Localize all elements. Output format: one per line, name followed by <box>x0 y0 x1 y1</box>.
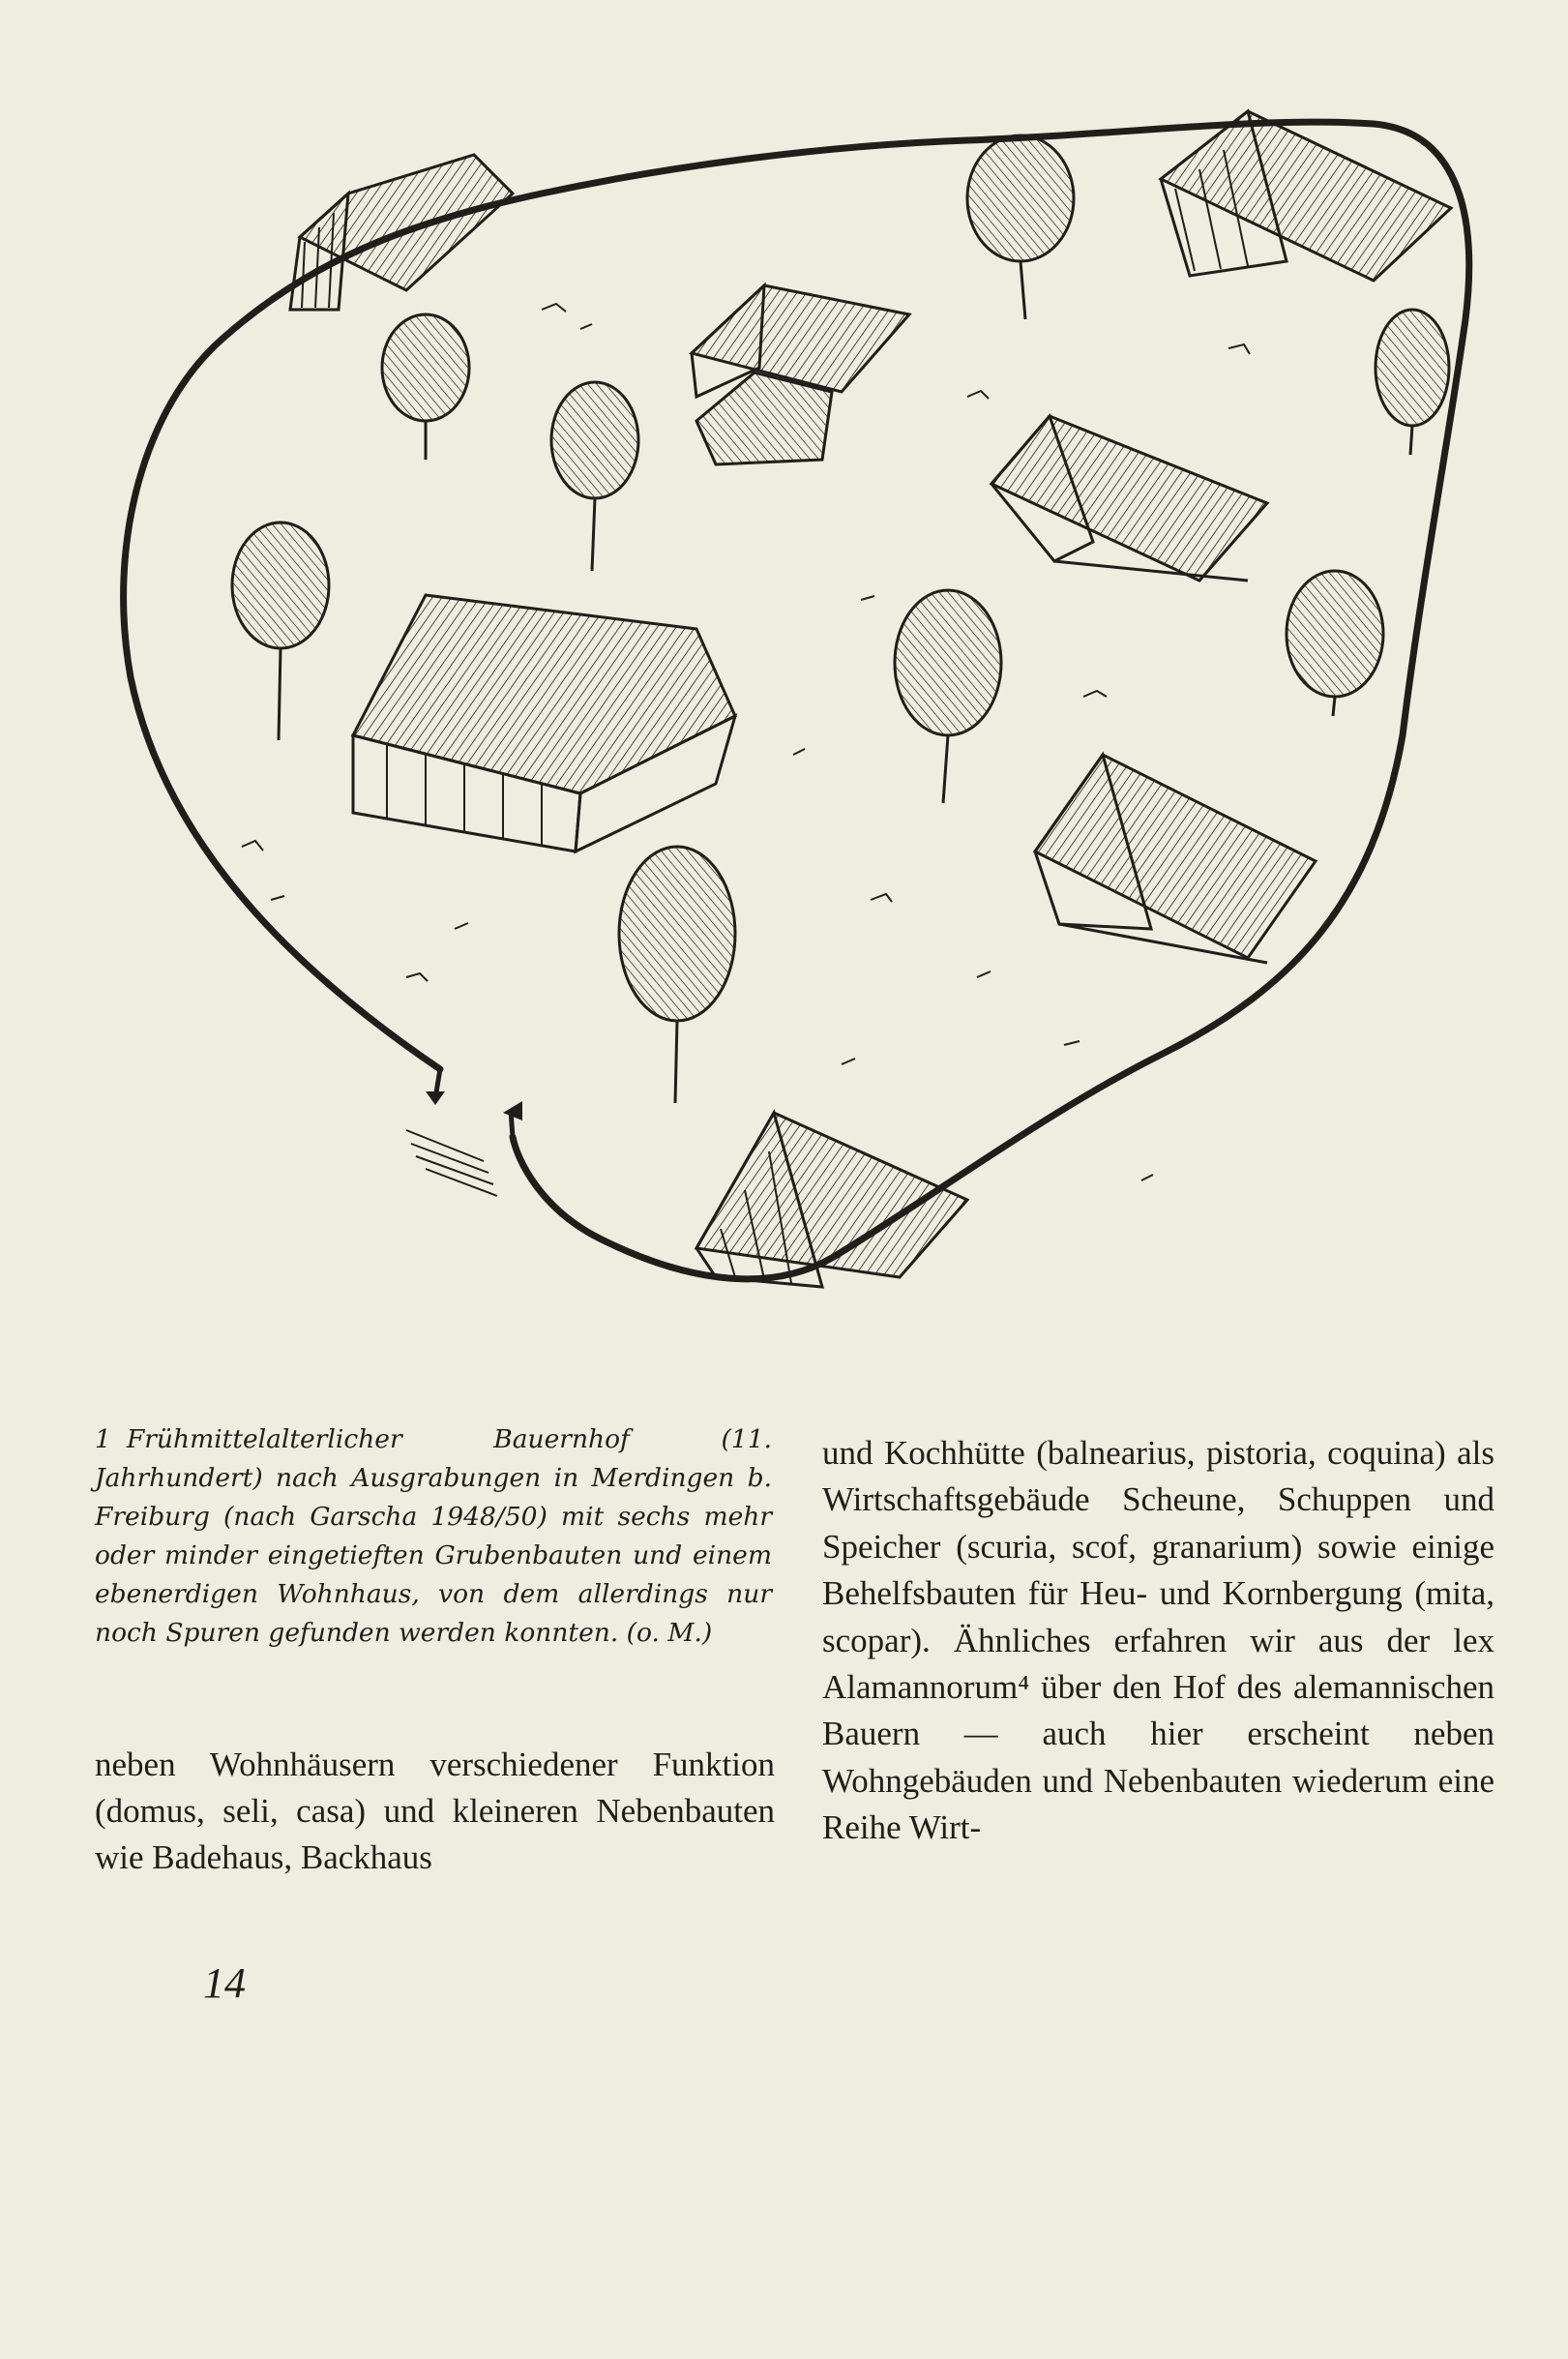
tree-2 <box>551 382 638 571</box>
tree-1 <box>382 314 469 460</box>
figure-number: 1 <box>95 1424 111 1454</box>
body-text-left-column <box>95 1742 775 1881</box>
tree-3 <box>232 523 329 740</box>
tree-7 <box>895 590 1001 803</box>
hut-bottom-center <box>696 1113 967 1287</box>
paragraph: neben Wohnhäusern verschiedener Funktion (domus, seli, casa) und kleineren Nebenbauten wie Badehaus, Backhaus <box>95 1746 775 1876</box>
body-text-right-column <box>822 1430 1494 1852</box>
hut-top-center <box>692 285 909 464</box>
paragraph: und Kochhütte (balnearius, pistoria, coquina) als Wirtschaftsgebäude Scheune, Schuppen und Speicher (scuria, scof, granarium) sowie einige Behelfsbauten für Heu- und Kornbergung (mita, scopar). Ähnliches erfahren wir aus der lex Alamannorum⁴ über den Hof des alemannischen Bauern — auch hier erscheint neben Wohngebäuden und Nebenbauten wiederum eine Reihe Wirt- <box>822 1434 1494 1847</box>
figure-caption <box>95 1420 772 1653</box>
hut-middle-right <box>991 416 1267 581</box>
tree-5 <box>1376 310 1449 455</box>
main-house <box>353 595 735 851</box>
page-number: 14 <box>203 1959 246 2007</box>
tree-8 <box>619 847 735 1103</box>
hut-top-right <box>1161 111 1451 281</box>
tree-4 <box>967 135 1074 319</box>
tree-6 <box>1287 571 1383 716</box>
hut-lower-right <box>1035 755 1316 963</box>
hut-top-left <box>290 155 513 310</box>
caption-text: Frühmittelalterlicher Bauernhof (11. Jahrhundert) nach Ausgrabungen in Merdingen b. Freiburg (nach Garscha 1948/50) mit sechs mehr oder minder eingetieften Grubenbauten und einem ebenerdigen Wohnhaus, von dem allerdings nur noch Spuren gefunden werden konnten. (o. M.) <box>95 1424 772 1648</box>
